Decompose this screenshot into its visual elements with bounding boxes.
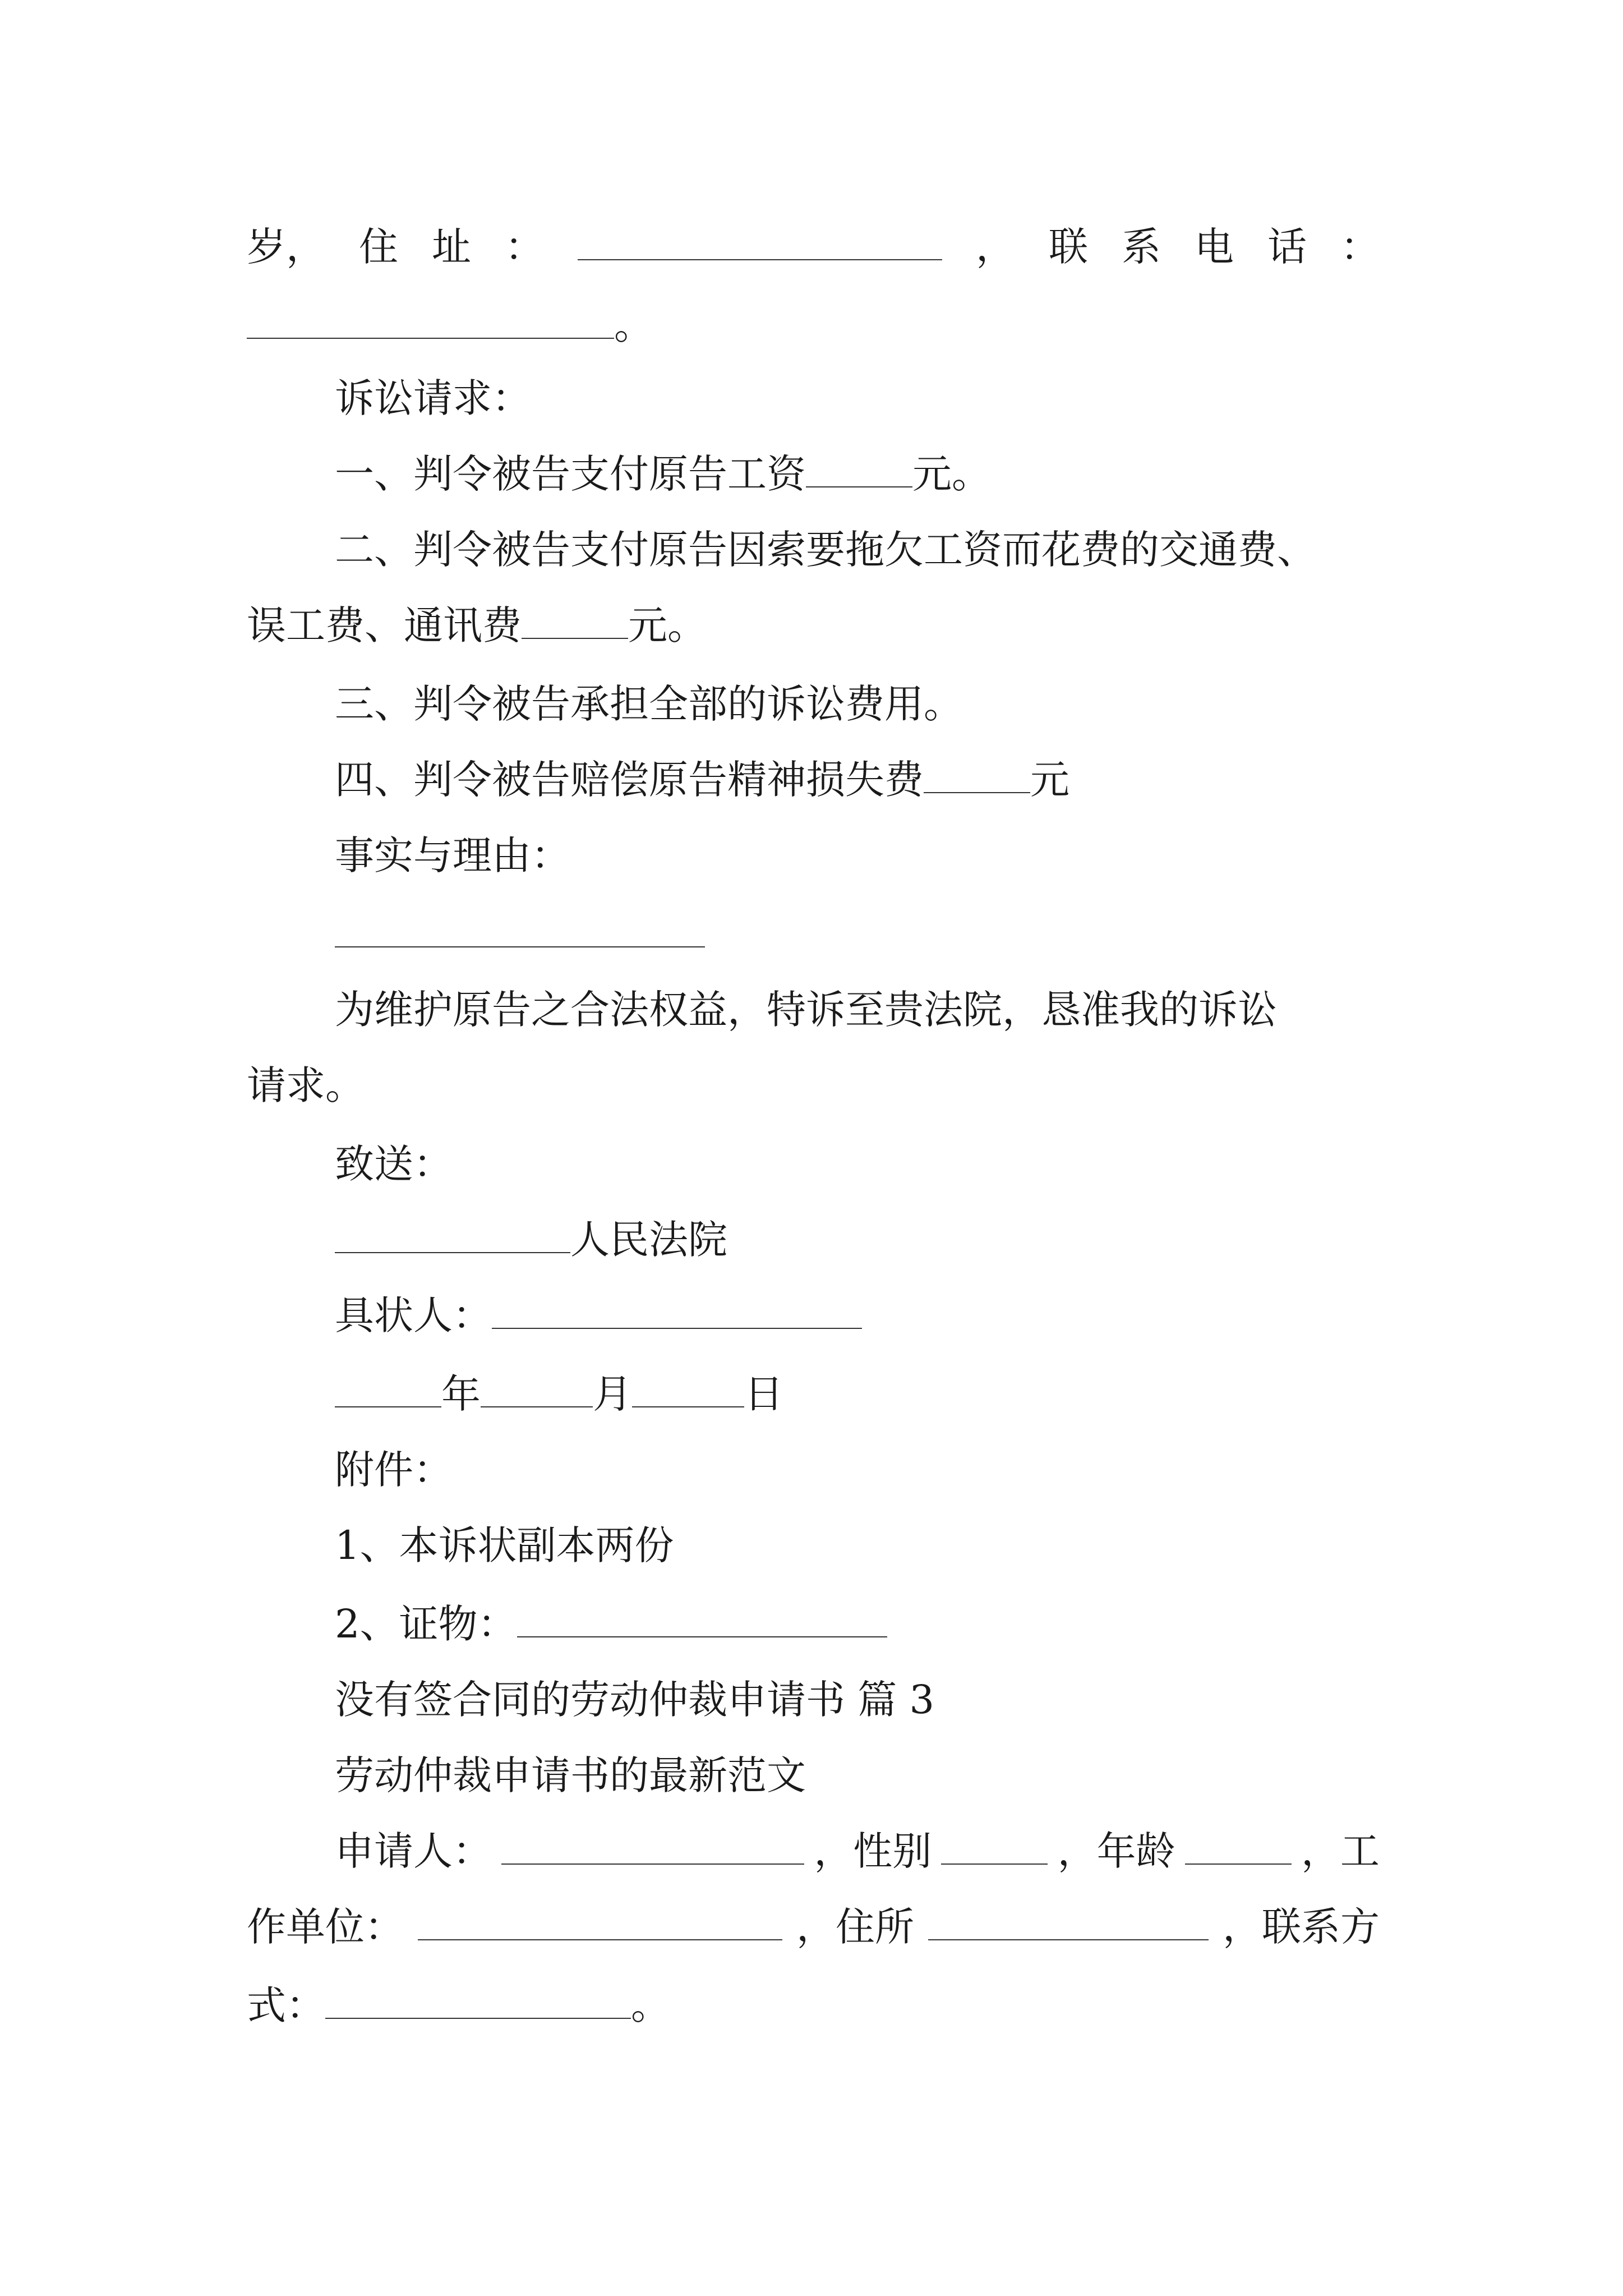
claims-heading: 诉讼请求： — [335, 375, 531, 421]
gender-blank[interactable] — [941, 1829, 1048, 1865]
char-hua: 话 — [1267, 224, 1307, 270]
court-label: 人民法院 — [570, 1217, 727, 1263]
facts-line — [335, 909, 705, 959]
char-zhu: 住 — [359, 224, 398, 270]
evidence-label: 2、证物： — [335, 1601, 517, 1647]
age-suffix: 岁， — [247, 224, 325, 270]
applicant-line-3 — [247, 1980, 670, 2031]
year-label: 年 — [441, 1371, 481, 1417]
court-name-blank[interactable] — [335, 1217, 570, 1253]
period: 。 — [614, 302, 653, 348]
to-label: 致送： — [335, 1141, 453, 1187]
char-xi: 系 — [1122, 224, 1161, 270]
gender-label: ，性别 — [814, 1828, 932, 1874]
address-blank[interactable] — [578, 224, 942, 260]
plaintiff-line — [335, 1290, 862, 1341]
paragraph-line-1: 为维护原告之合法权益，特诉至贵法院，恳准我的诉讼 — [335, 987, 1277, 1033]
applicant-name-blank[interactable] — [501, 1829, 804, 1865]
applicant-line-2 — [247, 1902, 1380, 1952]
work-label-start: ，工 — [1301, 1828, 1380, 1874]
expense-amount-blank[interactable] — [522, 603, 628, 639]
facts-heading: 事实与理由： — [335, 832, 570, 878]
work-unit-blank[interactable] — [418, 1904, 782, 1940]
contact-label-end: 式： — [247, 1982, 325, 2028]
attachments-heading: 附件： — [335, 1447, 453, 1493]
claim-1-unit: 元。 — [912, 451, 991, 497]
month-label: 月 — [593, 1371, 632, 1417]
period: 。 — [631, 1982, 670, 2028]
facts-blank[interactable] — [335, 912, 705, 947]
claim-4-text: 四、判令被告赔偿原告精神损失费 — [335, 757, 924, 803]
evidence-blank[interactable] — [517, 1602, 887, 1637]
age-blank[interactable] — [1185, 1829, 1292, 1865]
contact-blank[interactable] — [325, 1983, 631, 2019]
applicant-line-1 — [335, 1826, 1380, 1876]
contact-label: ，联系方 — [1223, 1904, 1380, 1950]
date-line — [335, 1369, 783, 1419]
char-dian: 电 — [1195, 224, 1234, 270]
residence-blank[interactable] — [928, 1904, 1209, 1940]
char-zhi: 址 — [432, 224, 471, 270]
claim-2-line-2 — [247, 600, 707, 651]
age-label: ，年龄 — [1057, 1828, 1175, 1874]
residence-label: ，住所 — [796, 1904, 914, 1950]
char-lian: 联 — [1049, 224, 1088, 270]
month-blank[interactable] — [481, 1372, 593, 1407]
claim-2-line-1: 二、判令被告支付原告因索要拖欠工资而花费的交通费、 — [335, 527, 1316, 573]
claim-2-unit: 元。 — [628, 602, 707, 648]
section-title: 没有签合同的劳动仲裁申请书 篇 3 — [335, 1677, 935, 1723]
applicant-label: 申请人： — [335, 1828, 492, 1874]
claim-4 — [335, 754, 1069, 805]
plaintiff-blank[interactable] — [492, 1293, 862, 1329]
claim-4-unit: 元 — [1030, 757, 1069, 803]
attachment-1: 1、本诉状副本两份 — [335, 1522, 674, 1568]
court-line — [335, 1214, 727, 1265]
address-phone-line — [247, 222, 1380, 272]
colon: ： — [1340, 224, 1380, 270]
colon: ： — [505, 224, 544, 270]
attachment-2 — [335, 1599, 887, 1649]
phone-blank[interactable] — [247, 303, 614, 339]
claim-3: 三、判令被告承担全部的诉讼费用。 — [335, 681, 963, 727]
day-label: 日 — [744, 1371, 783, 1417]
work-unit-label: 作单位： — [247, 1904, 404, 1950]
claim-1 — [335, 449, 991, 499]
wage-amount-blank[interactable] — [806, 452, 912, 487]
claim-2-text: 误工费、通讯费 — [247, 602, 522, 648]
phone-line — [247, 300, 653, 351]
claim-1-text: 一、判令被告支付原告工资 — [335, 451, 806, 497]
plaintiff-label: 具状人： — [335, 1292, 492, 1338]
comma: ， — [976, 224, 1015, 270]
paragraph-line-2: 请求。 — [247, 1062, 365, 1108]
year-blank[interactable] — [335, 1372, 441, 1407]
damages-amount-blank[interactable] — [924, 757, 1030, 793]
subtitle: 劳动仲裁申请书的最新范文 — [335, 1752, 806, 1798]
day-blank[interactable] — [632, 1372, 744, 1407]
